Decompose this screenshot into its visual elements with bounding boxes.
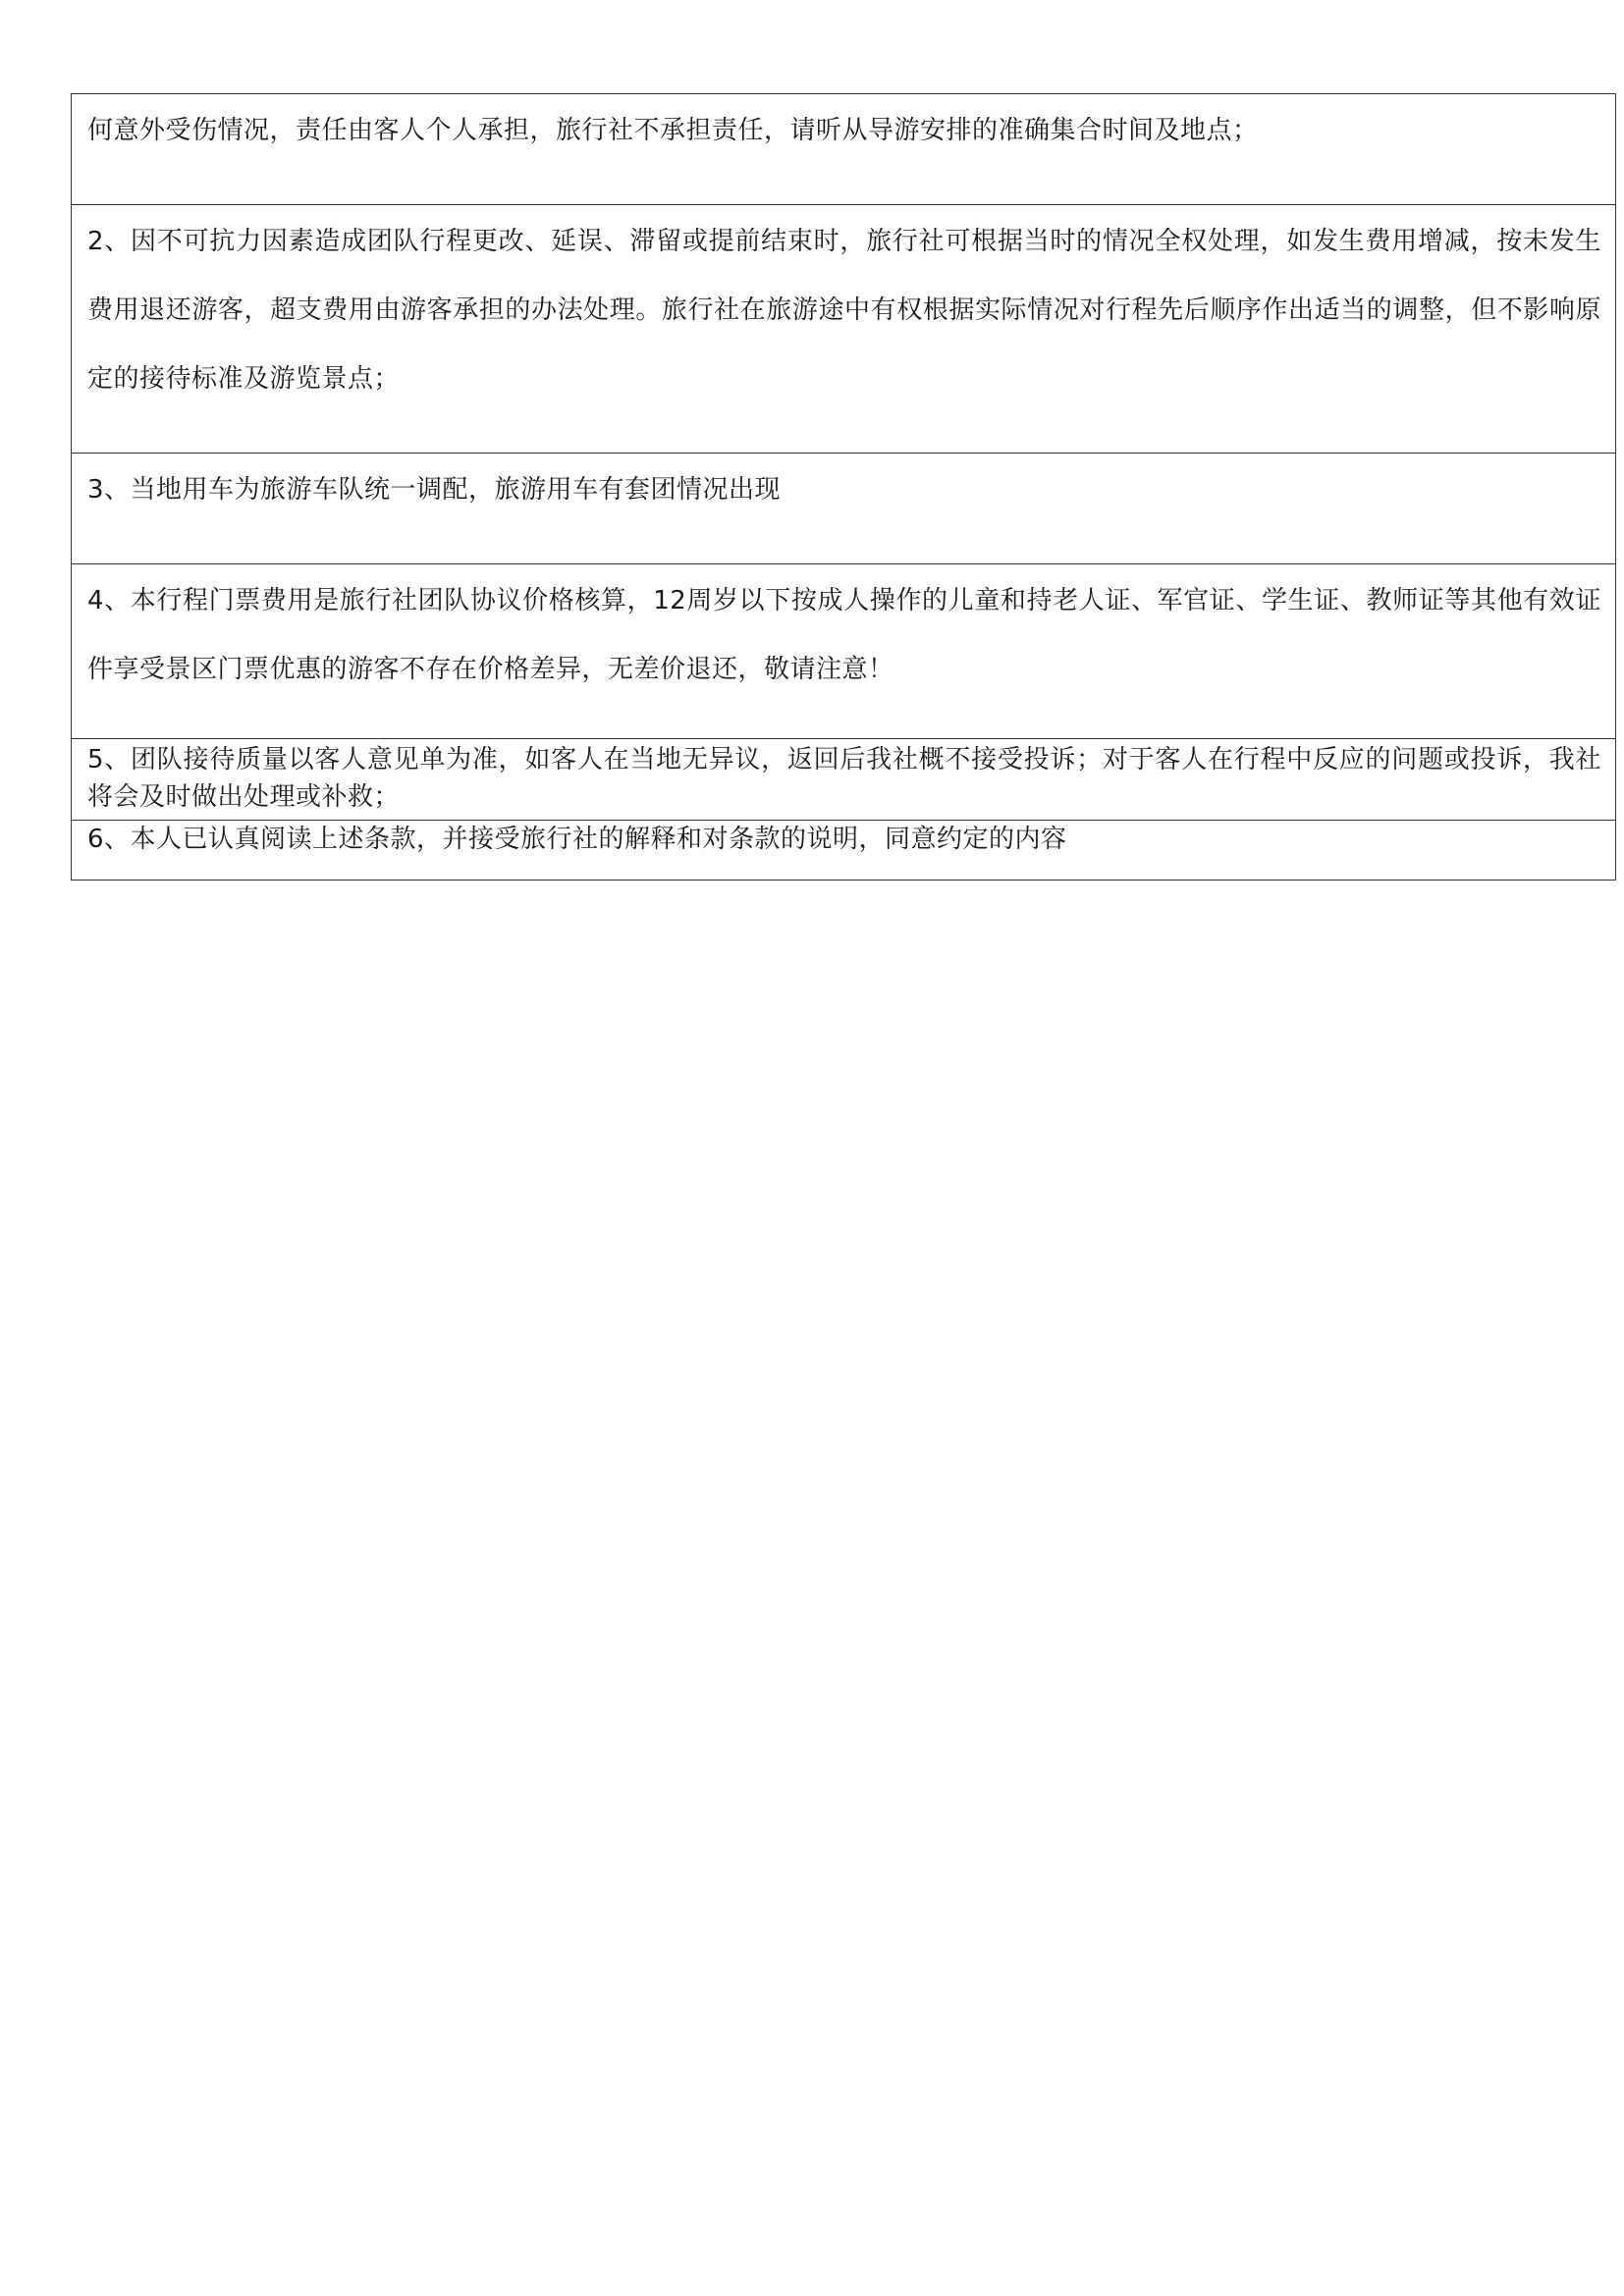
terms-row	[72, 454, 1616, 564]
terms-row	[72, 205, 1616, 454]
term-5-text: 5、团队接待质量以客人意见单为准，如客人在当地无异议，返回后我社概不接受投诉；对于客人在行程中反应的问题或投诉，我社将会及时做出处理或补救；	[72, 739, 1616, 821]
terms-row	[72, 564, 1616, 739]
term-3-text: 3、当地用车为旅游车队统一调配，旅游用车有套团情况出现	[72, 454, 1616, 564]
term-6-text: 6、本人已认真阅读上述条款，并接受旅行社的解释和对条款的说明，同意约定的内容	[72, 821, 1616, 881]
terms-row	[72, 739, 1616, 821]
term-continuation-text: 何意外受伤情况，责任由客人个人承担，旅行社不承担责任，请听从导游安排的准确集合时间及地点；	[72, 94, 1616, 205]
terms-row	[72, 821, 1616, 881]
terms-table	[71, 93, 1616, 881]
term-2-text: 2、因不可抗力因素造成团队行程更改、延误、滞留或提前结束时，旅行社可根据当时的情况全权处理，如发生费用增减，按未发生费用退还游客，超支费用由游客承担的办法处理。旅行社在旅游途中有权根据实际情况对行程先后顺序作出适当的调整，但不影响原定的接待标准及游览景点；	[72, 205, 1616, 454]
terms-row	[72, 94, 1616, 205]
term-4-text: 4、本行程门票费用是旅行社团队协议价格核算，12周岁以下按成人操作的儿童和持老人证、军官证、学生证、教师证等其他有效证件享受景区门票优惠的游客不存在价格差异，无差价退还，敬请注意！	[72, 564, 1616, 739]
